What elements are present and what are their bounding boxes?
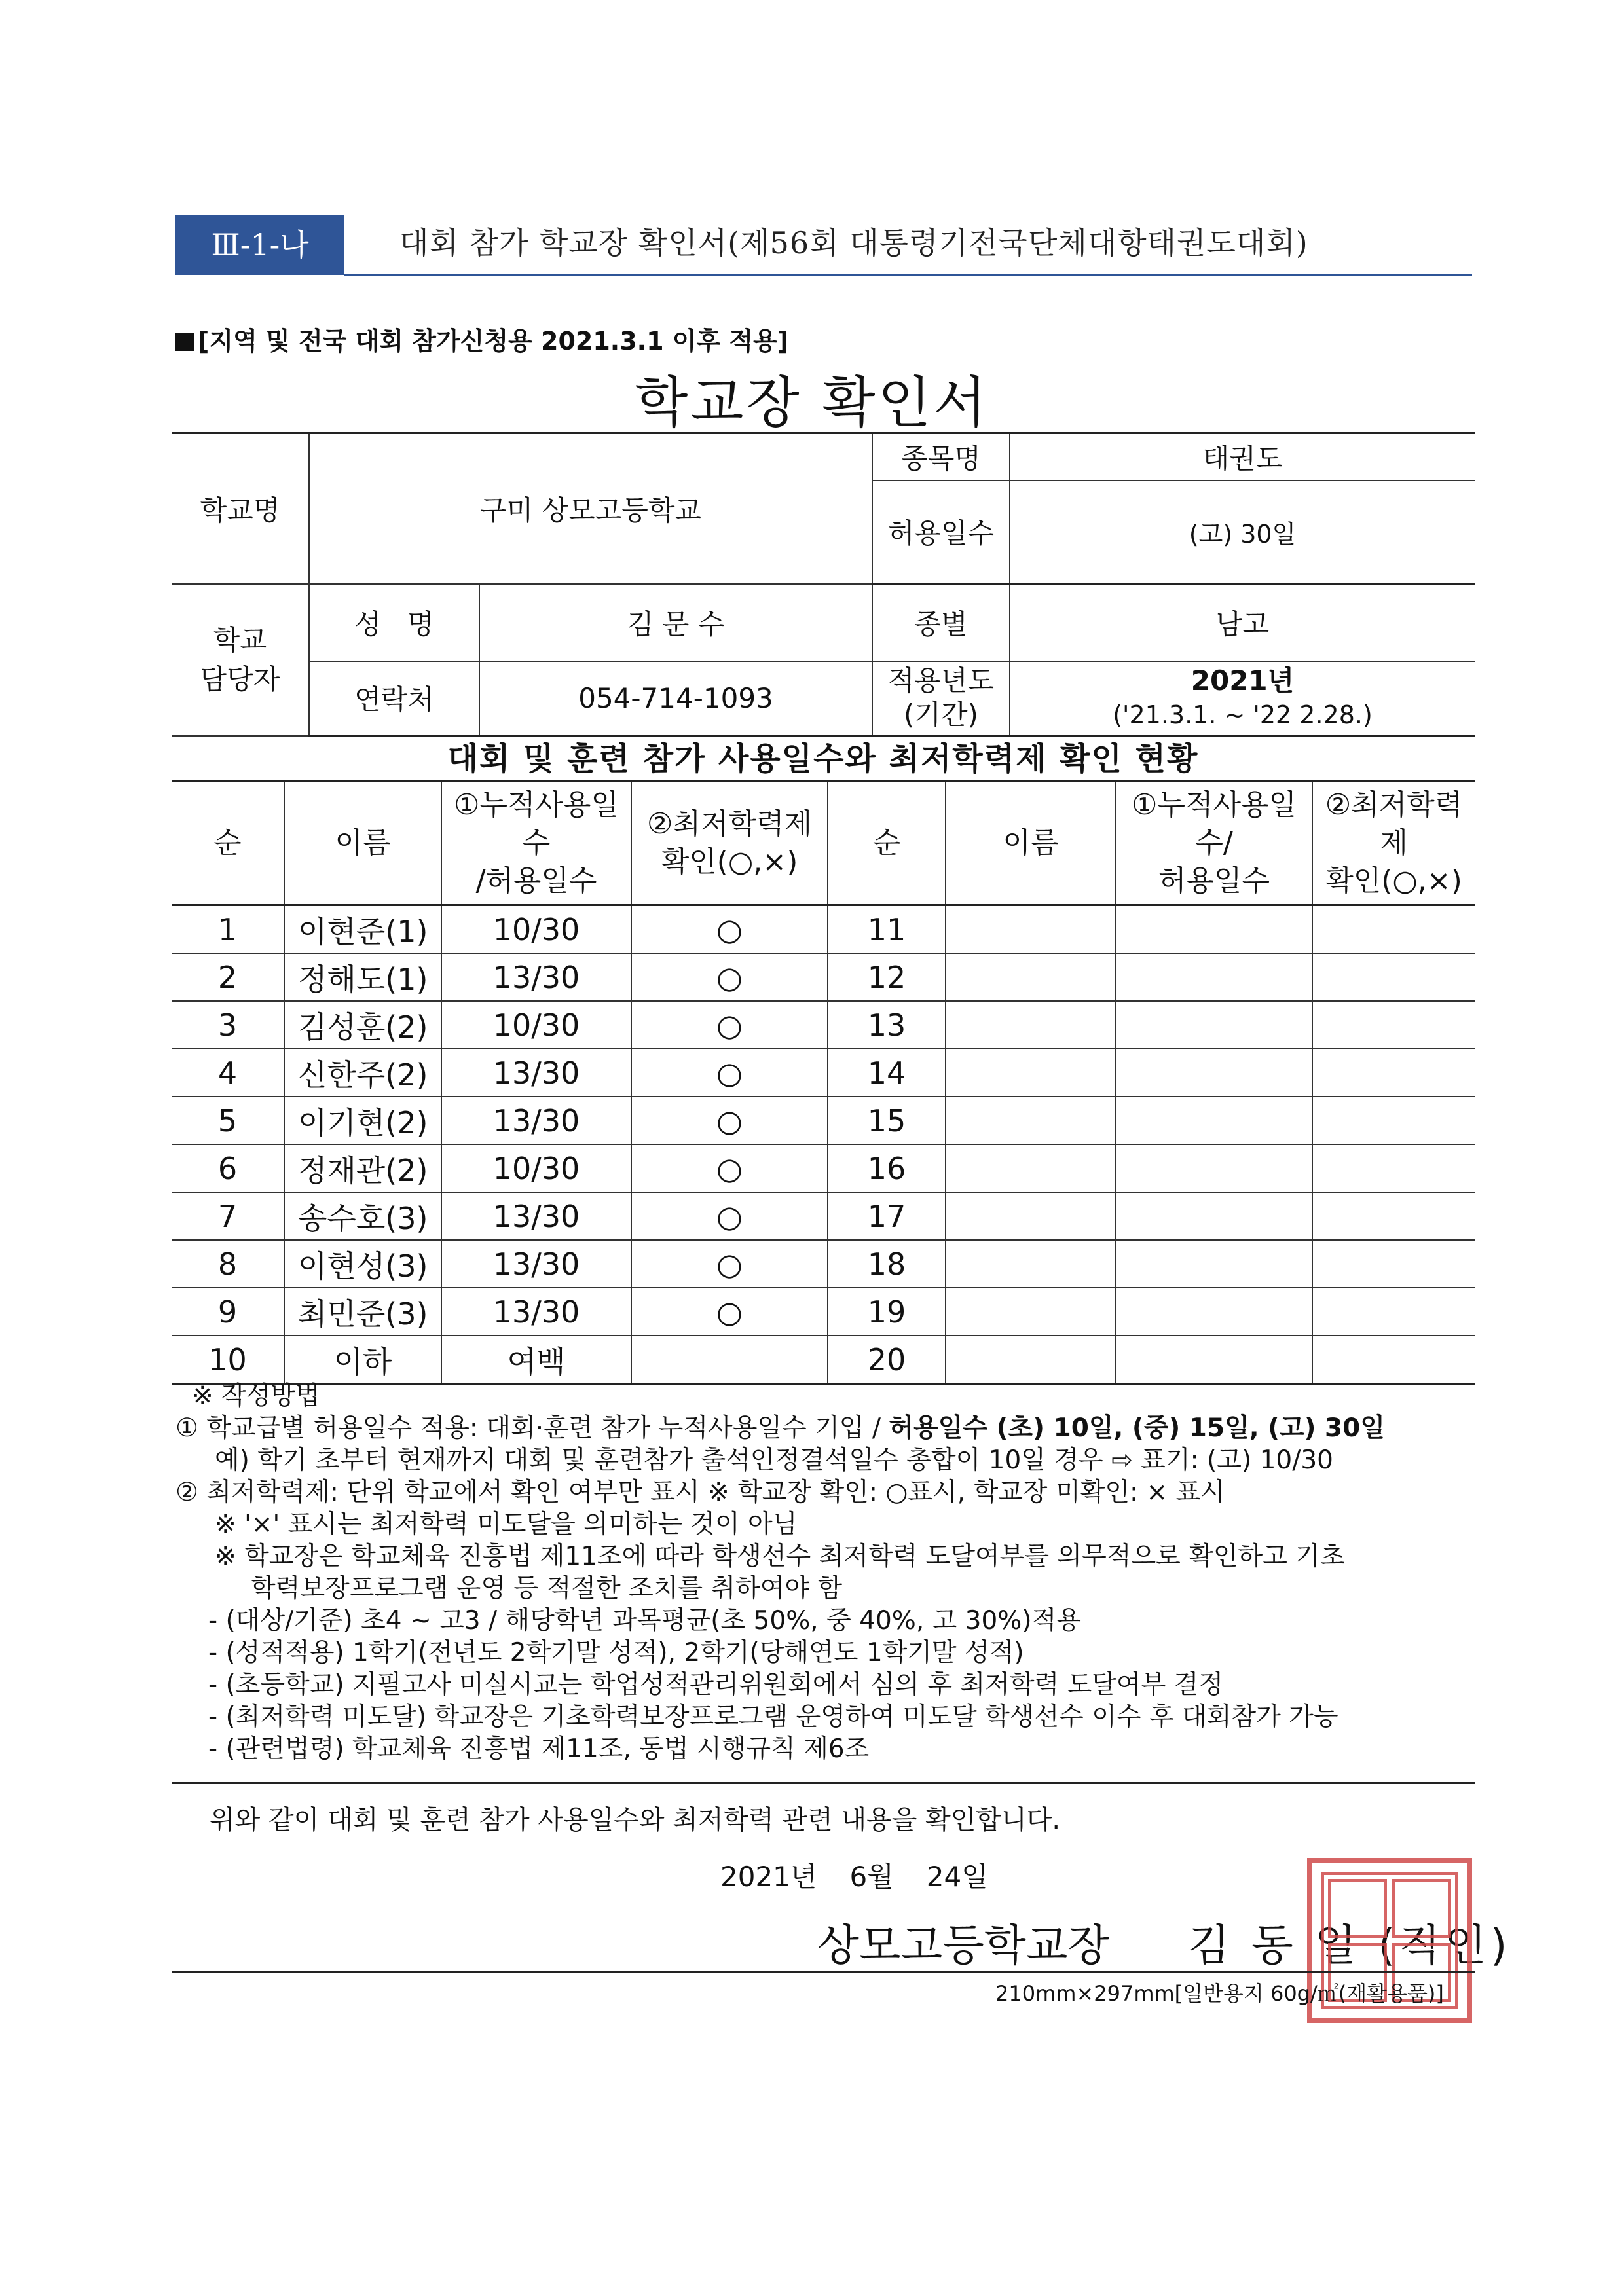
header-check-right-line1: ②최저학력제 — [1325, 788, 1463, 860]
min-academic-check: ○ — [631, 1192, 828, 1240]
row-no-right: 11 — [828, 905, 946, 954]
note-1 — [175, 1412, 1485, 1444]
student-name: 신한주(2) — [284, 1049, 441, 1097]
row-no-right: 18 — [828, 1240, 946, 1288]
usage-days: 13/30 — [441, 1097, 631, 1144]
usage-days-right — [1116, 905, 1312, 954]
instructions — [175, 1380, 1485, 1765]
manager-name-label: 성 명 — [309, 584, 479, 661]
contact-value: 054-714-1093 — [479, 661, 872, 736]
section-title: 대회 참가 학교장 확인서(제56회 대통령기전국단체대항태권도대회) — [399, 225, 1308, 261]
min-academic-check-right — [1312, 953, 1475, 1001]
header-no-left: 순 — [172, 782, 284, 905]
usage-days-right — [1116, 1001, 1312, 1049]
student-name-right — [946, 1001, 1116, 1049]
row-no: 4 — [172, 1049, 284, 1097]
min-academic-check: ○ — [631, 1049, 828, 1097]
student-name-right — [946, 1097, 1116, 1144]
header-name-right: 이름 — [946, 782, 1116, 905]
apply-year-label-line1: 적용년도 — [887, 665, 995, 697]
student-name: 이현성(3) — [284, 1240, 441, 1288]
note-4: ※ 학교장은 학교체육 진흥법 제11조에 따라 학생선수 최저학력 도달여부를 의무적으로 확인하고 기초 — [215, 1542, 1345, 1571]
date-year: 2021년 — [720, 1861, 817, 1893]
usage-days: 10/30 — [441, 1001, 631, 1049]
student-name-right — [946, 1240, 1116, 1288]
detail-2: - (성적적용) 1학기(전년도 2학기말 성적), 2학기(당해연도 1학기말 성적) — [208, 1638, 1024, 1667]
manager-label-line1: 학교 — [213, 623, 267, 656]
min-academic-check-right — [1312, 1097, 1475, 1144]
usage-days-right — [1116, 953, 1312, 1001]
note-1-example: 예) 학기 초부터 현재까지 대회 및 훈련참가 출석인정결석일수 총합이 10일 경우 ⇨ 표기: (고) 10/30 — [215, 1446, 1333, 1475]
usage-days-right — [1116, 1288, 1312, 1336]
event-label: 종목명 — [872, 433, 1010, 481]
student-name: 이현준(1) — [284, 905, 441, 954]
header-days-left — [441, 782, 631, 905]
paper-spec-footnote: 210mm×297mm[일반용지 60g/㎡(재활용품)] — [995, 1981, 1444, 2006]
contact-label: 연락처 — [309, 661, 479, 736]
confirmation-text: 위와 같이 대회 및 훈련 참가 사용일수와 최저학력 관련 내용을 확인합니다. — [210, 1805, 1061, 1835]
row-no: 3 — [172, 1001, 284, 1049]
manager-label-line2: 담당자 — [200, 663, 280, 695]
header-days-right — [1116, 782, 1312, 905]
apply-year-label-line2: (기간) — [904, 699, 978, 731]
table-row — [172, 1001, 1475, 1049]
min-academic-check — [631, 1336, 828, 1384]
row-no: 1 — [172, 905, 284, 954]
usage-days: 13/30 — [441, 1240, 631, 1288]
usage-days-right — [1116, 1049, 1312, 1097]
usage-days: 10/30 — [441, 905, 631, 954]
table-row — [172, 1192, 1475, 1240]
manager-label — [172, 584, 309, 736]
student-name: 최민준(3) — [284, 1288, 441, 1336]
student-name: 김성훈(2) — [284, 1001, 441, 1049]
min-academic-check: ○ — [631, 1288, 828, 1336]
table-row — [172, 1288, 1475, 1336]
document-title: 학교장 확인서 — [635, 371, 989, 435]
usage-days: 13/30 — [441, 1192, 631, 1240]
row-no-right: 16 — [828, 1144, 946, 1192]
header-check-left-line1: ②최저학력제 — [647, 807, 812, 841]
student-name: 정해도(1) — [284, 953, 441, 1001]
student-name-right — [946, 1288, 1116, 1336]
row-no: 10 — [172, 1336, 284, 1384]
header-days-left-line1: ①누적사용일수 — [454, 788, 619, 860]
detail-3: - (초등학교) 지필고사 미실시교는 학업성적관리위원회에서 심의 후 최저학력 도달여부 결정 — [208, 1670, 1224, 1700]
usage-days: 13/30 — [441, 953, 631, 1001]
row-no: 6 — [172, 1144, 284, 1192]
table-row — [172, 1049, 1475, 1097]
school-info-table — [172, 432, 1475, 737]
row-no: 2 — [172, 953, 284, 1001]
row-no-right: 15 — [828, 1097, 946, 1144]
row-no: 5 — [172, 1097, 284, 1144]
manager-name-value: 김 문 수 — [479, 584, 872, 661]
section-code-badge: Ⅲ-1-나 — [175, 215, 344, 275]
date-day: 24일 — [926, 1861, 988, 1893]
footer-divider — [172, 1971, 1475, 1973]
student-name: 송수호(3) — [284, 1192, 441, 1240]
min-academic-check: ○ — [631, 953, 828, 1001]
school-name-value: 구미 상모고등학교 — [309, 433, 872, 584]
table-row — [172, 1097, 1475, 1144]
student-name-right — [946, 1336, 1116, 1384]
min-academic-check-right — [1312, 1192, 1475, 1240]
student-name: 정재관(2) — [284, 1144, 441, 1192]
usage-status-table — [172, 780, 1475, 1385]
student-name-right — [946, 1192, 1116, 1240]
note-2: ② 최저학력제: 단위 학교에서 확인 여부만 표시 ※ 학교장 확인: ○표시, 학교장 미확인: × 표시 — [175, 1478, 1225, 1507]
event-value: 태권도 — [1010, 433, 1475, 481]
min-academic-check-right — [1312, 1144, 1475, 1192]
notice-text: [지역 및 전국 대회 참가신청용 2021.3.1 이후 적용] — [198, 327, 789, 355]
notice-line — [175, 321, 788, 357]
student-name-right — [946, 1049, 1116, 1097]
apply-year-label — [872, 661, 1010, 736]
table-row — [172, 1240, 1475, 1288]
detail-1: - (대상/기준) 초4 ~ 고3 / 해당학년 과목평균(초 50%, 중 40%, 고 30%)적용 — [208, 1606, 1081, 1635]
min-academic-check-right — [1312, 1049, 1475, 1097]
gender-value: 남고 — [1010, 584, 1475, 661]
row-no-right: 17 — [828, 1192, 946, 1240]
row-no-right: 20 — [828, 1336, 946, 1384]
row-no: 8 — [172, 1240, 284, 1288]
student-name-right — [946, 905, 1116, 954]
table-row — [172, 953, 1475, 1001]
min-academic-check: ○ — [631, 905, 828, 954]
table-row — [172, 1144, 1475, 1192]
min-academic-check: ○ — [631, 1240, 828, 1288]
notes-heading: ※ 작성방법 — [192, 1381, 320, 1411]
min-academic-check-right — [1312, 1288, 1475, 1336]
min-academic-check-right — [1312, 1001, 1475, 1049]
divider — [172, 1782, 1475, 1784]
row-no: 7 — [172, 1192, 284, 1240]
row-no-right: 14 — [828, 1049, 946, 1097]
detail-4: - (최저학력 미도달) 학교장은 기초학력보장프로그램 운영하여 미도달 학생선수 이수 후 대회참가 가능 — [208, 1702, 1338, 1732]
header-check-right-line2: 확인(○,×) — [1325, 864, 1462, 898]
apply-year-value-line2: ('21.3.1. ~ '22 2.28.) — [1113, 701, 1373, 730]
usage-status-title: 대회 및 훈련 참가 사용일수와 최저학력제 확인 현황 — [447, 740, 1199, 777]
header-days-right-line2: 허용일수 — [1158, 864, 1270, 898]
header-no-right: 순 — [828, 782, 946, 905]
usage-days: 10/30 — [441, 1144, 631, 1192]
row-no-right: 12 — [828, 953, 946, 1001]
square-bullet-icon — [175, 333, 194, 351]
allowed-days-label: 허용일수 — [872, 481, 1010, 584]
note-1-bold: 허용일수 (초) 10일, (중) 15일, (고) 30일 — [889, 1413, 1385, 1443]
student-name-right — [946, 1144, 1116, 1192]
usage-days-right — [1116, 1144, 1312, 1192]
note-1-text: ① 학교급별 허용일수 적용: 대회·훈련 참가 누적사용일수 기입 / — [175, 1413, 889, 1443]
signing-date — [720, 1855, 1021, 1895]
section-divider — [344, 274, 1472, 276]
signer-title: 상모고등학교장 — [817, 1920, 1110, 1971]
allowed-days-value: (고) 30일 — [1010, 481, 1475, 584]
usage-days-right — [1116, 1240, 1312, 1288]
usage-days-right — [1116, 1336, 1312, 1384]
header-check-left-line2: 확인(○,×) — [661, 845, 798, 879]
table-row — [172, 1336, 1475, 1384]
usage-days-right — [1116, 1097, 1312, 1144]
date-month: 6월 — [849, 1861, 894, 1893]
signer-name: 김 동 일 (직인) — [1188, 1920, 1511, 1971]
detail-5: - (관련법령) 학교체육 진흥법 제11조, 동법 시행규칙 제6조 — [208, 1734, 870, 1764]
note-4-cont: 학력보장프로그램 운영 등 적절한 조치를 취하여야 함 — [251, 1574, 843, 1603]
seal-glyph — [1392, 1879, 1451, 1938]
table-row — [172, 905, 1475, 954]
usage-days: 여백 — [441, 1336, 631, 1384]
gender-label: 종별 — [872, 584, 1010, 661]
header-check-left — [631, 782, 828, 905]
min-academic-check-right — [1312, 1240, 1475, 1288]
usage-days: 13/30 — [441, 1288, 631, 1336]
note-3: ※ '×' 표시는 최저학력 미도달을 의미하는 것이 아님 — [215, 1510, 798, 1539]
usage-days-right — [1116, 1192, 1312, 1240]
min-academic-check: ○ — [631, 1097, 828, 1144]
student-name: 이기현(2) — [284, 1097, 441, 1144]
student-name: 이하 — [284, 1336, 441, 1384]
apply-year-value — [1010, 661, 1475, 736]
header-days-left-line2: /허용일수 — [475, 864, 597, 898]
row-no-right: 13 — [828, 1001, 946, 1049]
row-no-right: 19 — [828, 1288, 946, 1336]
header-days-right-line1: ①누적사용일수/ — [1132, 788, 1297, 860]
school-name-label: 학교명 — [172, 433, 309, 584]
usage-days: 13/30 — [441, 1049, 631, 1097]
row-no: 9 — [172, 1288, 284, 1336]
header-check-right — [1312, 782, 1475, 905]
header-name-left: 이름 — [284, 782, 441, 905]
min-academic-check: ○ — [631, 1144, 828, 1192]
min-academic-check-right — [1312, 1336, 1475, 1384]
min-academic-check-right — [1312, 905, 1475, 954]
student-name-right — [946, 953, 1116, 1001]
apply-year-value-line1: 2021년 — [1190, 665, 1295, 697]
seal-glyph — [1328, 1879, 1387, 1938]
min-academic-check: ○ — [631, 1001, 828, 1049]
